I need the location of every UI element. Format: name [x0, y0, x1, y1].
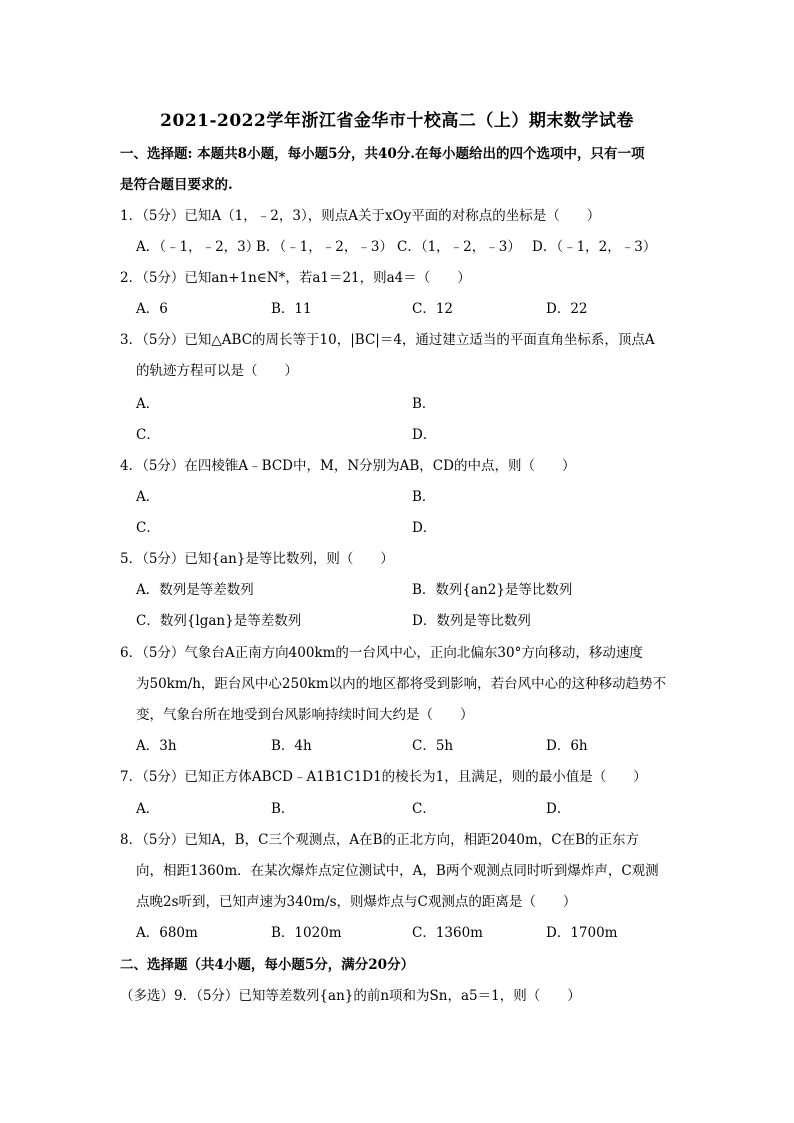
question-4-option-d: D．	[412, 520, 437, 536]
question-5-option-b: B．数列{an2}是等比数列	[412, 582, 573, 598]
question-5-option-c: C．数列{lgan}是等差数列	[136, 613, 302, 629]
question-1-option-c: C．（1，﹣2，﹣3）	[397, 239, 521, 255]
question-7-option-c: C．	[412, 801, 436, 817]
question-6-stem-line2: 为50km/h，距台风中心250km以内的地区都将受到影响，若台风中心的这种移动趋势不	[136, 676, 667, 692]
question-5-option-a: A．数列是等差数列	[136, 582, 254, 598]
question-2-option-c: C．12	[412, 301, 454, 317]
question-3-stem-line1: 3．（5分）已知△ABC的周长等于10，|BC|＝4，通过建立适当的平面直角坐标系，顶点A	[120, 332, 655, 348]
question-4-option-b: B．	[412, 489, 436, 505]
question-3-option-a: A．	[136, 396, 160, 412]
question-4-option-a: A．	[136, 489, 160, 505]
question-7-option-b: B．	[271, 801, 295, 817]
question-2-option-b: B．11	[271, 301, 312, 317]
question-3-option-d: D．	[412, 427, 437, 443]
question-8-stem-line1: 8．（5分）已知A，B，C三个观测点，A在B的正北方向，相距2040m，C在B的正东方	[120, 832, 640, 848]
page-title: 2021-2022学年浙江省金华市十校高二（上）期末数学试卷	[160, 111, 634, 131]
question-3-option-c: C．	[136, 427, 160, 443]
question-6-stem-line3: 变，气象台所在地受到台风影响持续时间大约是（ ）	[136, 707, 474, 723]
question-9-stem: （多选）9．（5分）已知等差数列{an}的前n项和为Sn，a5＝1，则（ ）	[120, 988, 581, 1004]
question-5-option-d: D．数列是等比数列	[412, 613, 531, 629]
question-4-stem: 4．（5分）在四棱锥A﹣BCD中，M，N分别为AB，CD的中点，则（ ）	[120, 458, 576, 474]
question-1-option-a: A．（﹣1，﹣2，3）	[136, 239, 260, 255]
question-4-option-c: C．	[136, 520, 160, 536]
question-6-option-a: A．3h	[136, 738, 177, 754]
question-6-stem-line1: 6．（5分）气象台A正南方向400km的一台风中心，正向北偏东30°方向移动，移动速度	[120, 645, 643, 661]
question-2-option-d: D．22	[546, 301, 588, 317]
question-7-stem: 7．（5分）已知正方体ABCD﹣A1B1C1D1的棱长为1，且满足，则的最小值是（ ）	[120, 769, 647, 785]
section2-header: 二、选择题（共4小题，每小题5分，满分20分）	[120, 957, 415, 973]
question-8-option-b: B．1020m	[271, 925, 342, 941]
section1-header-line1: 一、选择题: 本题共8小题，每小题5分，共40分.在每小题给出的四个选项中，只有一项	[120, 146, 645, 162]
question-8-stem-line3: 点晚2s听到，已知声速为340m/s，则爆炸点与C观测点的距离是（ ）	[136, 894, 577, 910]
section1-header-line2: 是符合题目要求的.	[120, 177, 233, 193]
question-8-stem-line2: 向，相距1360m．在某次爆炸点定位测试中，A，B两个观测点同时听到爆炸声，C观测	[136, 863, 659, 879]
question-6-option-d: D．6h	[546, 738, 588, 754]
question-2-option-a: A．6	[136, 301, 168, 317]
question-3-option-b: B．	[412, 396, 436, 412]
question-1-stem: 1．（5分）已知A（1，﹣2，3），则点A关于xOy平面的对称点的坐标是（ ）	[120, 208, 601, 224]
question-3-stem-line2: 的轨迹方程可以是（ ）	[136, 363, 298, 379]
question-2-stem: 2．（5分）已知an+1n∈N*，若a1＝21，则a4＝（ ）	[120, 270, 471, 286]
question-1-option-d: D．（﹣1，2，﹣3）	[532, 239, 657, 255]
question-5-stem: 5．（5分）已知{an}是等比数列，则（ ）	[120, 551, 394, 567]
question-7-option-a: A．	[136, 801, 160, 817]
question-1-option-b: B．（﹣1，﹣2，﹣3）	[256, 239, 393, 255]
question-8-option-c: C．1360m	[412, 925, 483, 941]
question-6-option-c: C．5h	[412, 738, 454, 754]
question-7-option-d: D．	[546, 801, 571, 817]
question-6-option-b: B．4h	[271, 738, 312, 754]
question-8-option-a: A．680m	[136, 925, 198, 941]
question-8-option-d: D．1700m	[546, 925, 618, 941]
